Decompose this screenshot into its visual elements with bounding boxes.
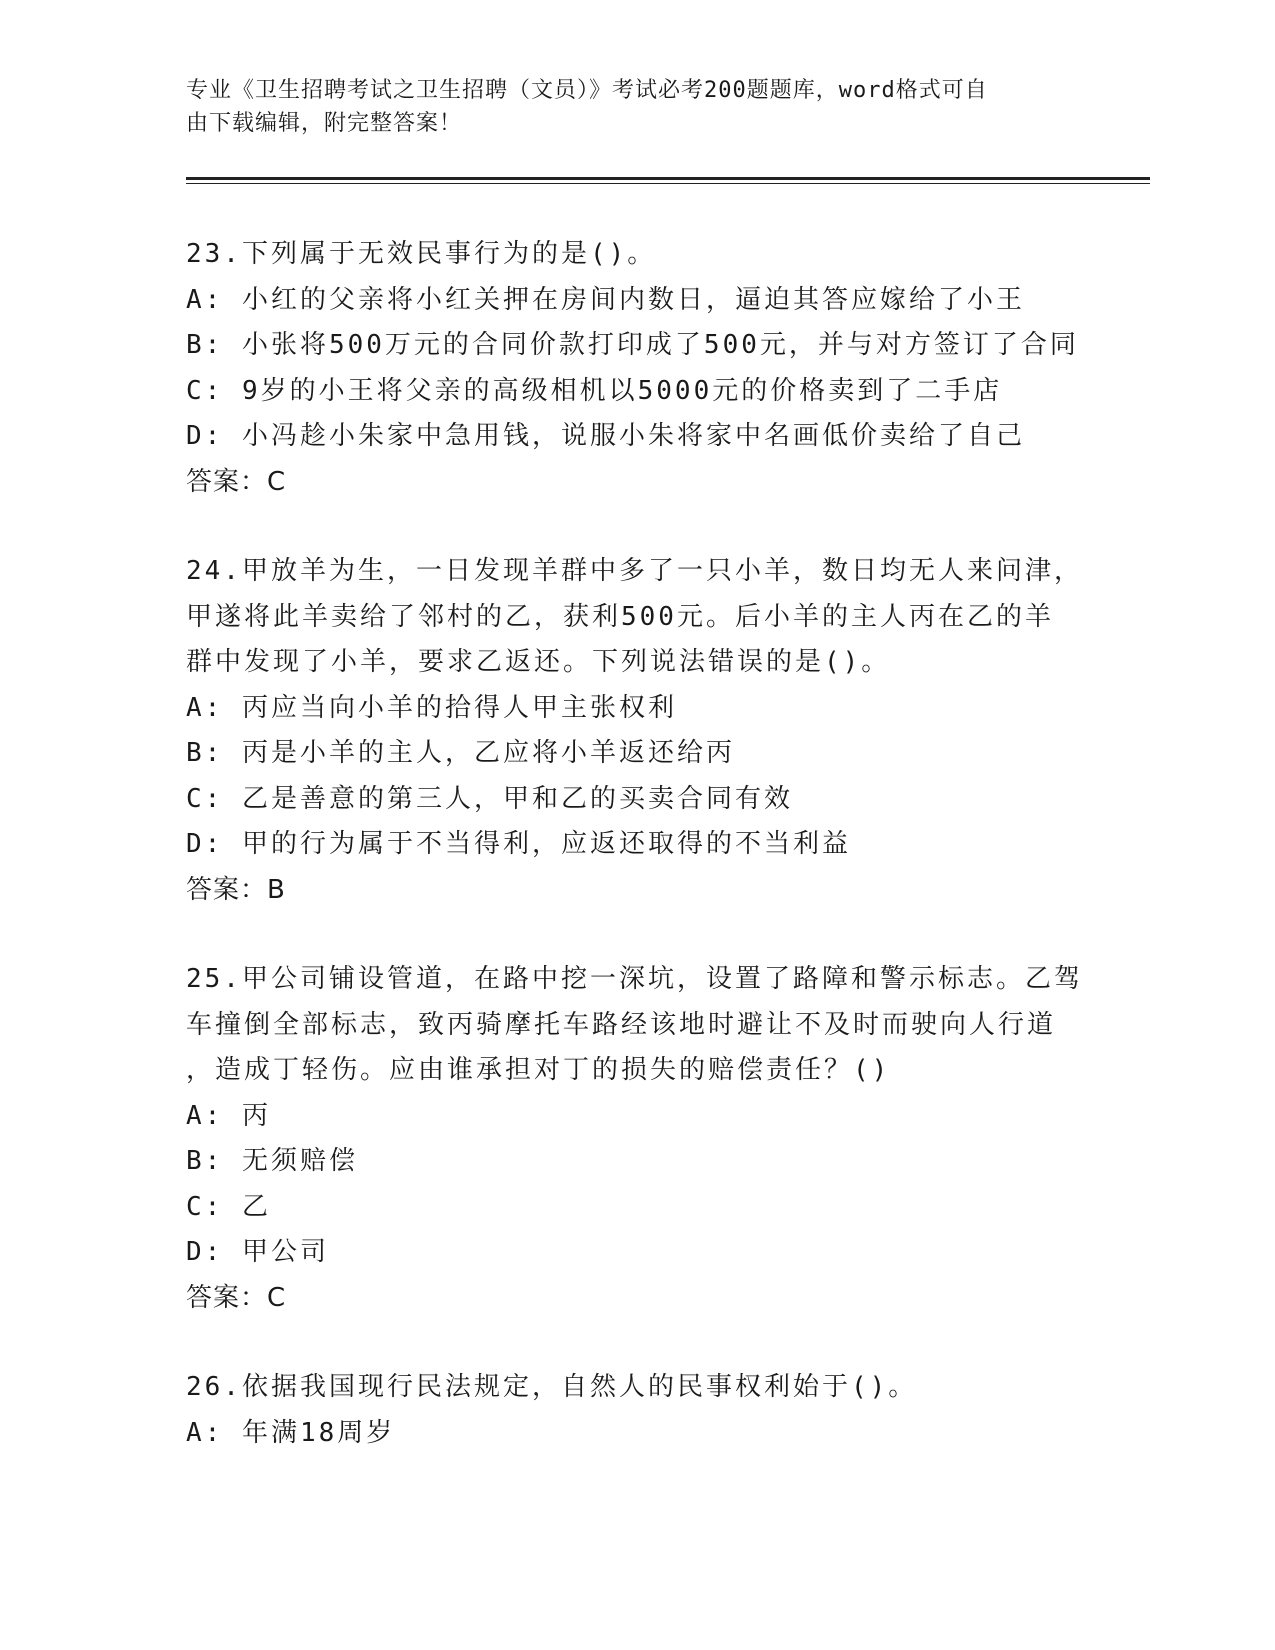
question-stem: [186, 549, 1086, 686]
question-stem: [186, 957, 1086, 1094]
question-stem-line: 25.甲公司铺设管道，在路中挖一深坑，设置了路障和警示标志。乙驾: [186, 964, 1083, 994]
answer-option: A: 年满18周岁: [186, 1417, 396, 1448]
answer-key: 答案：B: [186, 874, 286, 905]
answer-option: A: 丙应当向小羊的拾得人甲主张权利: [186, 692, 677, 723]
question-block: [186, 1365, 1086, 1456]
question-stem-line: 车撞倒全部标志，致丙骑摩托车路经该地时避让不及时而驶向人行道: [186, 1009, 1057, 1040]
answer-option: B: 无须赔偿: [186, 1146, 358, 1176]
answer-option: A: 小红的父亲将小红关押在房间内数日，逼迫其答应嫁给了小王: [186, 284, 1025, 315]
question-block: [186, 232, 1086, 505]
answer-key: 答案：C: [186, 466, 287, 497]
header-line-2: 由下载编辑，附完整答案！: [186, 111, 463, 136]
answer-option: D: 甲的行为属于不当得利，应返还取得的不当利益: [186, 829, 851, 859]
question-list: [186, 232, 1086, 1500]
answer-option: C: 乙: [186, 1191, 271, 1222]
answer-option: B: 小张将500万元的合同价款打印成了500元，并与对方签订了合同: [186, 330, 1079, 360]
question-stem-line: 26.依据我国现行民法规定，自然人的民事权利始于()。: [186, 1372, 918, 1402]
header-divider-thick: [186, 177, 1150, 180]
question-stem-line: 23.下列属于无效民事行为的是()。: [186, 239, 657, 269]
question-stem-line: 群中发现了小羊，要求乙返还。下列说法错误的是()。: [186, 647, 891, 677]
header-line-1: 专业《卫生招聘考试之卫生招聘（文员）》考试必考200题题库，word格式可自: [186, 78, 988, 103]
question-block: [186, 549, 1086, 913]
answer-key: 答案：C: [186, 1282, 287, 1313]
question-stem: [186, 1365, 1086, 1411]
question-stem-line: 24.甲放羊为生，一日发现羊群中多了一只小羊，数日均无人来问津，: [186, 556, 1083, 586]
question-stem-line: ，造成丁轻伤。应由谁承担对丁的损失的赔偿责任？(): [186, 1055, 891, 1085]
question-stem: [186, 232, 1086, 278]
answer-option: C: 9岁的小王将父亲的高级相机以5000元的价格卖到了二手店: [186, 375, 1003, 406]
question-stem-line: 甲遂将此羊卖给了邻村的乙，获利500元。后小羊的主人丙在乙的羊: [186, 601, 1054, 632]
question-block: [186, 957, 1086, 1321]
document-header: [186, 74, 1076, 140]
answer-option: A: 丙: [186, 1100, 271, 1131]
answer-option: C: 乙是善意的第三人，甲和乙的买卖合同有效: [186, 783, 793, 814]
answer-option: D: 小冯趁小朱家中急用钱，说服小朱将家中名画低价卖给了自己: [186, 421, 1025, 451]
answer-option: B: 丙是小羊的主人，乙应将小羊返还给丙: [186, 738, 735, 768]
header-divider-thin: [186, 183, 1150, 184]
answer-option: D: 甲公司: [186, 1237, 329, 1267]
